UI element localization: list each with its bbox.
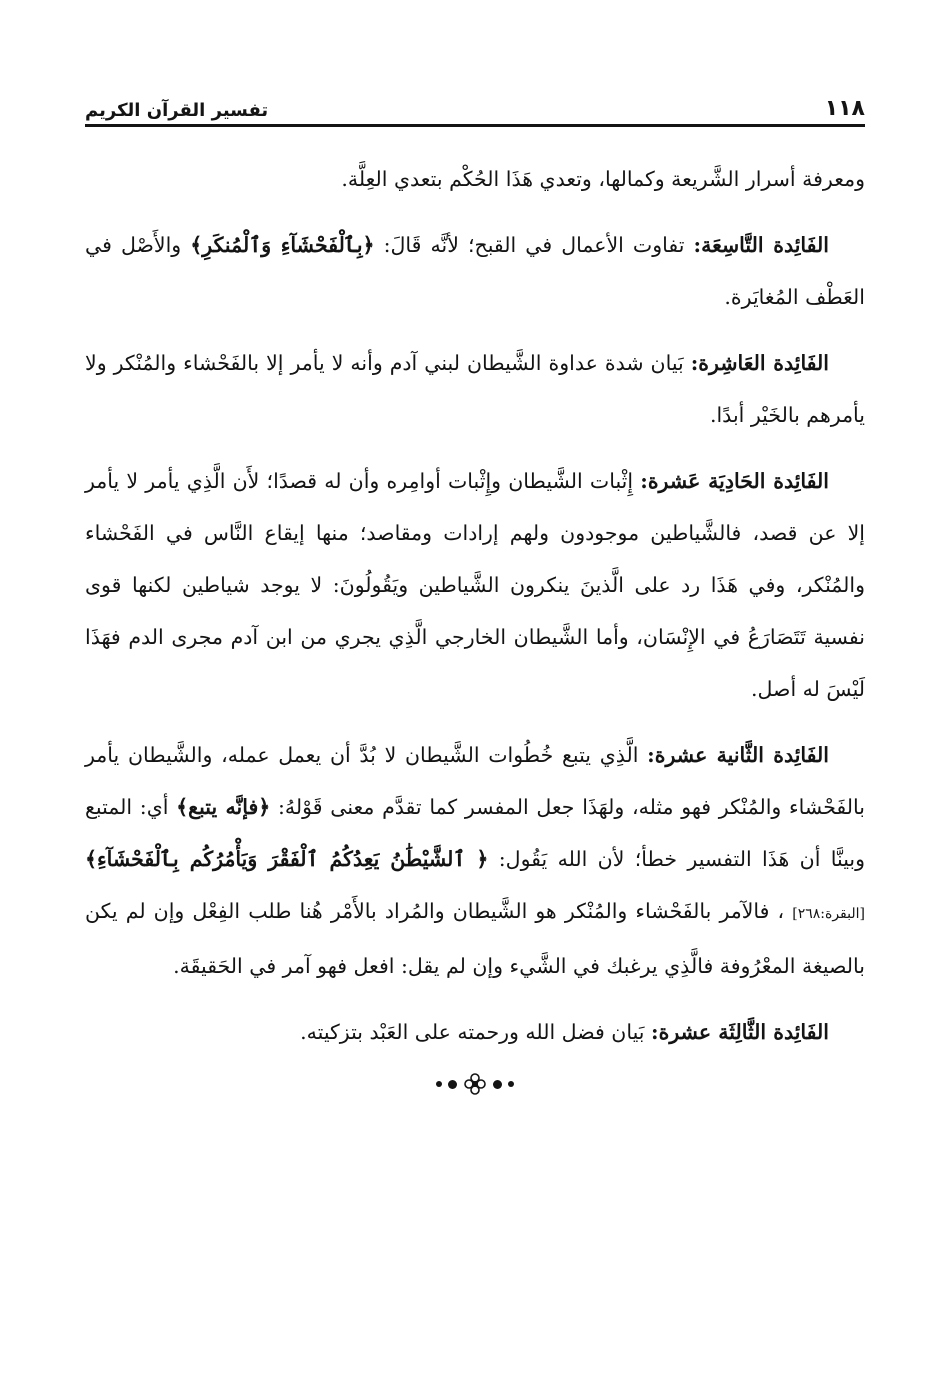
- paragraph-benefit-12: [85, 729, 865, 992]
- page-number: ١١٨: [824, 96, 865, 121]
- quran-verse: ﴿بِٱلْفَحْشَآءِ وَٱلْمُنكَرِ﴾: [190, 233, 375, 257]
- paragraph-text: تفاوت الأعمال في القبح؛ لأنَّه قَالَ:: [374, 233, 685, 257]
- benefit-label: الفَائِدة الثَّانية عشرة:: [647, 743, 829, 767]
- paragraph-text: الَّذِي يتبع خُطُوات الشَّيطان لا بُدَّ أن يعمل عمله، والشَّيطان يأمر بالفَحْشاء والمُنْكر فهو مثله، ولهَذَا جعل المفسر كما تقدَّم معنى قَوْلهُ:: [85, 743, 865, 819]
- quran-verse: ﴿ ٱلشَّيْطَٰنُ يَعِدُكُمُ ٱلْفَقْرَ وَيَأْمُرُكُم بِٱلْفَحْشَآءِ﴾: [85, 847, 489, 871]
- paragraph-benefit-13: [85, 1006, 865, 1058]
- page-content: [85, 153, 865, 1096]
- paragraph-continuation: [85, 153, 865, 205]
- book-page: [85, 70, 865, 1300]
- separator-ornament: [85, 1072, 865, 1096]
- paragraph-benefit-9: [85, 219, 865, 323]
- flower-ornament-icon: [463, 1072, 487, 1096]
- dot-icon: [493, 1080, 502, 1089]
- book-title: تفسير القرآن الكريم: [85, 100, 269, 121]
- paragraph-text: ، فالآمر بالفَحْشاء والمُنْكر هو الشَّيطان والمُراد بالأَمْر هُنا طلب الفِعْل وإن لم يكن بالصيغة المعْرُوفة فالَّذِي يرغبك في الشَّيء وإن لم يقل: افعل فهو آمر في الحَقيقَة.: [85, 899, 865, 978]
- paragraph-text: والأَصْل في العَطْف المُغايَرة.: [85, 233, 865, 309]
- page-header: [85, 70, 865, 127]
- benefit-label: الفَائِدة العَاشِرة:: [690, 351, 829, 375]
- quran-verse: ﴿فإنَّه يتبع﴾: [176, 795, 271, 819]
- paragraph-benefit-10: [85, 337, 865, 441]
- paragraph-benefit-11: [85, 455, 865, 715]
- dot-icon: [448, 1080, 457, 1089]
- dot-icon: [508, 1081, 514, 1087]
- paragraph-text: أي: المتبع وبينَّا أن هَذَا التفسير خطأ؛ لأن الله يَقُول:: [85, 795, 865, 871]
- verse-reference: [البقرة:٢٦٨]: [792, 906, 865, 922]
- paragraph-text: بَيان فضل الله ورحمته على العَبْد بتزكيته.: [300, 1020, 645, 1044]
- benefit-label: الفَائِدة الحَادِيَة عَشرة:: [640, 469, 829, 493]
- benefit-label: الفَائِدة الثَّالِثَة عشرة:: [651, 1020, 829, 1044]
- dot-icon: [436, 1081, 442, 1087]
- benefit-label: الفَائِدة التَّاسِعَة:: [693, 233, 829, 257]
- paragraph-text: ومعرفة أسرار الشَّريعة وكمالها، وتعدي هَذَا الحُكْم بتعدي العِلَّة.: [341, 167, 865, 191]
- paragraph-text: بَيان شدة عداوة الشَّيطان لبني آدم وأنه لا يأمر إلا بالفَحْشاء والمُنْكر ولا يأمرهم بالخَيْر أبدًا.: [85, 351, 865, 427]
- paragraph-text: إِثْبات الشَّيطان وإِثْبات أوامِره وأن له قصدًا؛ لأَن الَّذِي يأمر لا يأمر إلا عن قصد، فالشَّياطين موجودون ولهم إرادات ومقاصد؛ منها إيقاع النَّاس في الفَحْشاء والمُنْكر، وفي هَذَا رد على الَّذينَ ينكرون الشَّياطين ويَقُولُونَ: لا يوجد شياطين لكنها قوى نفسية تَتَصَارَعُ في الإِنْسَان، وأما الشَّيطان الخارجي الَّذِي يجري من ابن آدم مجرى الدم فهَذَا لَيْسَ له أصل.: [85, 469, 865, 701]
